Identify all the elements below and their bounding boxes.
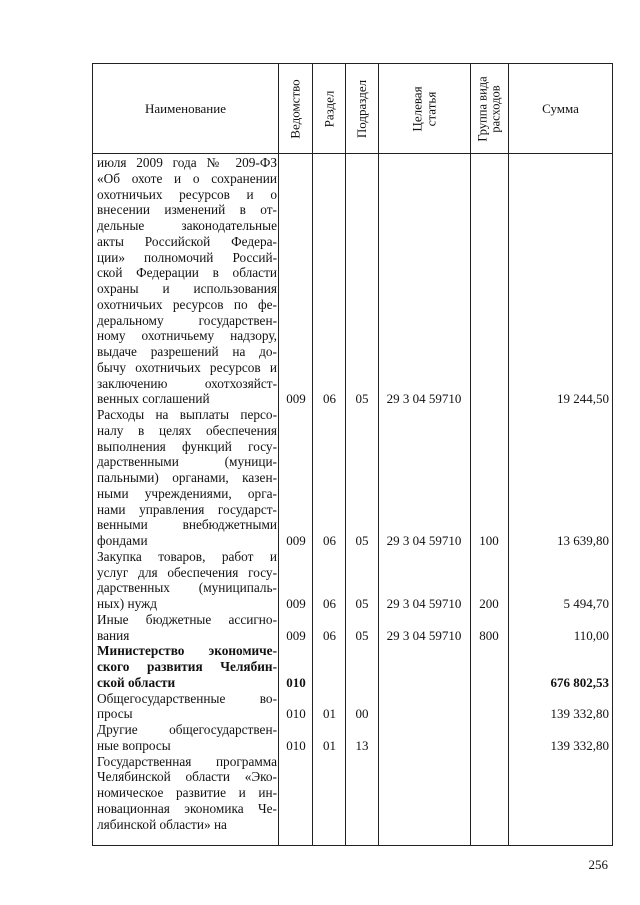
- header-podrazdel: [346, 64, 378, 153]
- row-podrazdel: 05: [355, 596, 369, 611]
- header-gruppa-line2: расходов: [488, 84, 503, 133]
- table-row: [93, 691, 612, 723]
- row-vedomstvo: 009: [286, 596, 306, 611]
- row-name-line: деральному государствен-: [97, 312, 277, 328]
- header-name-label: Наименование: [145, 100, 226, 116]
- row-vedomstvo: 010: [286, 737, 306, 753]
- row-name: [97, 691, 277, 723]
- header-name: [93, 64, 278, 153]
- row-name-line: ской области: [97, 674, 176, 690]
- row-podrazdel: 05: [355, 391, 369, 407]
- header-celevaya-label: [410, 86, 438, 131]
- row-name-line: Закупка товаров, работ и: [97, 548, 277, 564]
- row-name-line: выполнения функций госу-: [97, 438, 277, 454]
- row-name-line: вания: [97, 627, 130, 643]
- row-name-line: ному охотничьему надзору,: [97, 328, 277, 344]
- row-name-line: дарственных (муниципаль-: [97, 580, 277, 596]
- table-row: [93, 549, 612, 612]
- row-name-line: ных) нужд: [97, 596, 157, 611]
- row-celevaya: 29 3 04 59710: [386, 391, 462, 407]
- row-name-line: просы: [97, 706, 133, 722]
- row-name-line: заключению охотхозяйст-: [97, 375, 277, 391]
- row-summa: 676 802,53: [550, 674, 609, 690]
- row-razdel: 06: [323, 533, 336, 548]
- row-name: [97, 643, 277, 690]
- table-row: [93, 612, 612, 644]
- row-vedomstvo: 010: [286, 674, 306, 690]
- row-name-line: налу в целях обеспечения: [97, 422, 277, 438]
- row-summa: 13 639,80: [557, 533, 609, 548]
- row-name-line: июля 2009 года № 209-ФЗ: [97, 155, 277, 170]
- row-gruppa: 800: [479, 627, 499, 643]
- row-summa: 110,00: [573, 627, 609, 643]
- row-name-line: Государственная программа: [97, 753, 277, 769]
- row-name: [97, 155, 277, 407]
- row-name: [97, 549, 277, 612]
- row-name: [97, 407, 277, 549]
- row-name-line: охотничьих ресурсов по фе-: [97, 296, 277, 312]
- header-gruppa: [471, 64, 508, 153]
- row-name-line: Челябинской области «Эко-: [97, 769, 277, 785]
- table-row: [93, 155, 612, 407]
- row-name-line: Общегосударственные во-: [97, 690, 277, 706]
- row-gruppa: 100: [479, 533, 499, 548]
- row-name-line: Министерство экономиче-: [97, 643, 277, 659]
- row-name: [97, 722, 277, 754]
- header-divider: [93, 153, 612, 154]
- row-celevaya: 29 3 04 59710: [386, 596, 462, 611]
- row-name-line: «Об охоте и о сохранении: [97, 170, 277, 186]
- row-razdel: 01: [323, 737, 336, 753]
- row-name-line: фондами: [97, 533, 148, 548]
- row-name-line: ской Федерации в области: [97, 265, 277, 281]
- row-summa: 5 494,70: [563, 596, 609, 611]
- row-name-line: ные вопросы: [97, 737, 171, 753]
- row-name-line: охотничьих ресурсов и о: [97, 186, 277, 202]
- row-name: [97, 612, 277, 644]
- header-vedomstvo: [279, 64, 312, 153]
- header-razdel: [313, 64, 345, 153]
- header-gruppa-line1: Группа вида: [475, 75, 490, 142]
- row-podrazdel: 05: [355, 533, 369, 548]
- table-row: [93, 722, 612, 754]
- header-podrazdel-label: Подраздел: [354, 79, 370, 138]
- row-vedomstvo: 010: [286, 706, 306, 722]
- row-name-line: лябинской области» на: [97, 816, 227, 832]
- row-name-line: дельные законодательные: [97, 218, 277, 233]
- row-name-line: Иные бюджетные ассигно-: [97, 611, 277, 627]
- row-razdel: 06: [323, 391, 336, 407]
- row-name-line: акты Российской Федера-: [97, 233, 277, 249]
- header-vedomstvo-label: Ведомство: [287, 78, 303, 139]
- row-name-line: внесении изменений в от-: [97, 202, 277, 218]
- row-gruppa: 200: [479, 596, 499, 611]
- row-name-line: венными внебюджетными: [97, 517, 277, 533]
- row-name-line: номическое развитие и ин-: [97, 785, 277, 800]
- table-row: [93, 643, 612, 690]
- row-name-line: пальными) органами, казен-: [97, 470, 277, 485]
- row-celevaya: 29 3 04 59710: [386, 627, 462, 643]
- header-celevaya-line1: Целевая: [409, 85, 425, 132]
- row-vedomstvo: 009: [286, 627, 306, 643]
- row-podrazdel: 00: [355, 706, 369, 722]
- row-name-line: Другие общегосударствен-: [97, 722, 277, 737]
- row-name-line: услуг для обеспечения госу-: [97, 564, 277, 580]
- row-razdel: 06: [323, 627, 336, 643]
- row-name-line: нами управления государст-: [97, 501, 277, 517]
- table-row: [93, 754, 612, 833]
- row-name-line: бычу охотничьих ресурсов и: [97, 359, 277, 375]
- row-name-line: ции» полномочий Россий-: [97, 249, 277, 265]
- header-celevaya: [379, 64, 470, 153]
- page-number: 256: [588, 857, 608, 872]
- row-name-line: выдаче разрешений на до-: [97, 344, 277, 359]
- header-razdel-label: Раздел: [321, 90, 336, 127]
- header-celevaya-line2: статья: [423, 91, 439, 126]
- row-name: [97, 754, 277, 833]
- row-name-line: Расходы на выплаты персо-: [97, 407, 277, 422]
- header-summa-label: Сумма: [542, 100, 579, 116]
- row-summa: 139 332,80: [550, 706, 609, 722]
- row-name-line: венных соглашений: [97, 391, 210, 407]
- row-summa: 19 244,50: [557, 391, 609, 407]
- header-summa: [509, 64, 612, 153]
- row-name-line: ными учреждениями, орга-: [97, 485, 277, 501]
- row-razdel: 06: [323, 596, 336, 611]
- row-name-line: охраны и использования: [97, 281, 277, 296]
- row-vedomstvo: 009: [286, 533, 306, 548]
- row-celevaya: 29 3 04 59710: [386, 533, 462, 548]
- row-razdel: 01: [323, 706, 336, 722]
- row-name-line: новационная экономика Че-: [97, 800, 277, 816]
- row-name-line: ского развития Челябин-: [97, 659, 277, 674]
- row-vedomstvo: 009: [286, 391, 306, 407]
- header-gruppa-label: [477, 76, 503, 141]
- row-podrazdel: 13: [355, 737, 369, 753]
- row-name-line: дарственными (муници-: [97, 454, 277, 470]
- row-podrazdel: 05: [355, 627, 369, 643]
- table-row: [93, 407, 612, 549]
- row-summa: 139 332,80: [550, 737, 609, 753]
- budget-table: [92, 63, 613, 846]
